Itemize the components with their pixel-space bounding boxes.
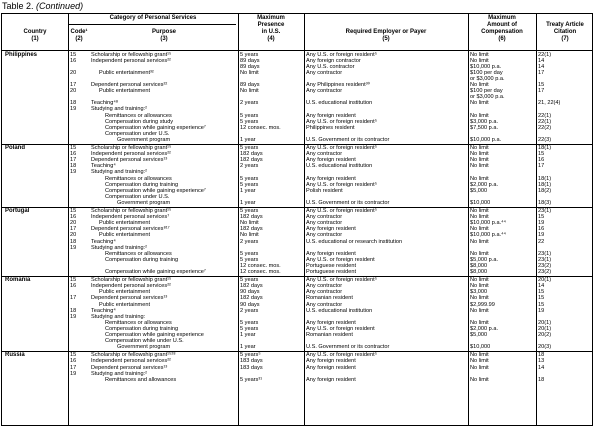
row-citation: 18 (538, 376, 545, 383)
row-presence: No limit (240, 220, 259, 227)
row-citation: 16 (538, 226, 545, 233)
row-presence: 12 consec. mos. (240, 124, 281, 131)
row-presence: No limit (240, 88, 259, 95)
row-purpose: Dependent personal services¹³ (91, 364, 168, 371)
row-amount: No limit (470, 151, 489, 158)
row-presence: 182 days (240, 214, 263, 221)
row-presence: 2 years (240, 100, 259, 107)
row-purpose: Independent personal services²² (91, 358, 171, 365)
row-purpose: Compensation during training (105, 181, 179, 188)
row-presence: 89 days (240, 64, 260, 71)
row-amount: No limit (470, 163, 489, 170)
row-citation: 20(1) (538, 277, 552, 284)
row-presence: 89 days (240, 58, 260, 65)
row-code: 18 (70, 163, 77, 170)
row-amount: or $3,000 p.a. (470, 76, 505, 83)
row-presence: 1 year (240, 187, 256, 194)
row-presence: 5 years (240, 112, 259, 119)
row-citation: 22 (538, 238, 545, 245)
header-category: Category of Personal Services (109, 15, 197, 21)
row-purpose: Public entertainment (99, 301, 150, 308)
row-employer: U.S. educational institution (306, 163, 373, 170)
row-employer: Any U.S. or foreign resident⁵ (306, 181, 378, 188)
row-purpose: Scholarship or fellowship grant¹⁵ (91, 208, 172, 215)
row-amount: No limit (470, 157, 489, 164)
row-presence: 1 year (240, 136, 256, 143)
row-purpose: Public entertainment (99, 232, 150, 239)
row-presence: 2 years (240, 163, 259, 170)
country-name: Philippines (5, 52, 38, 58)
row-citation: 22(1) (538, 118, 552, 125)
row-amount: No limit (470, 238, 489, 245)
row-code: 16 (70, 151, 77, 158)
row-purpose: Compensation during study (105, 118, 174, 125)
row-employer: U.S. Government or its contractor (306, 343, 390, 350)
row-presence: 5 years (240, 175, 259, 182)
row-code: 20 (70, 232, 77, 239)
row-amount: No limit (470, 283, 489, 290)
row-amount: No limit (470, 319, 489, 326)
row-presence: 182 days (240, 157, 263, 164)
row-citation: 15 (538, 82, 545, 89)
row-code: 19 (70, 169, 77, 176)
row-citation: 22(1) (538, 52, 552, 58)
row-amount: No limit (470, 145, 489, 152)
row-presence: 5 years (240, 181, 259, 188)
row-employer: Any foreign resident (306, 376, 356, 383)
row-purpose: Remittances or allowances (105, 175, 172, 182)
row-amount: No limit (470, 82, 489, 89)
row-presence: 2 years (240, 307, 259, 314)
row-amount: $8,000 (470, 262, 488, 269)
row-citation: 14 (538, 64, 545, 71)
row-amount: No limit (470, 214, 489, 221)
row-citation: 17 (538, 163, 545, 170)
row-employer: Any contractor (306, 232, 343, 239)
row-presence: 5 years (240, 145, 259, 152)
row-amount: No limit (470, 226, 489, 233)
row-employer: Polish resident (306, 187, 343, 194)
row-presence: 1 year (240, 331, 256, 338)
row-citation: 18(3) (538, 199, 552, 206)
row-employer: Any contractor (306, 70, 343, 77)
row-employer: U.S. Government or its contractor (306, 136, 390, 143)
row-code: 20 (70, 220, 77, 227)
row-code: 15 (70, 145, 77, 152)
row-purpose: Independent personal services⁷ (91, 214, 170, 221)
row-code: 17 (70, 295, 77, 302)
row-amount: $10,000 p.a.⁴⁴ (470, 232, 506, 239)
row-amount: $10,000 p.a. (470, 136, 502, 143)
row-amount: No limit (470, 58, 489, 65)
row-citation: 23(2) (538, 268, 552, 275)
row-employer: Portuguese resident (306, 262, 357, 269)
row-code: 19 (70, 106, 77, 113)
row-employer: Any foreign resident (306, 358, 356, 365)
country-name: Russia (5, 352, 25, 359)
row-presence: 12 consec. mos. (240, 262, 281, 269)
header-treaty: Treaty Article Citation (7) (546, 22, 584, 42)
row-citation: 19 (538, 220, 545, 227)
caption-title: Table 2. (2, 1, 34, 11)
row-presence: 5 years (240, 52, 259, 58)
row-presence: 90 days (240, 289, 260, 296)
row-code: 18 (70, 100, 77, 107)
row-employer: Any U.S. or foreign resident (306, 256, 375, 263)
row-code: 20 (70, 70, 77, 77)
row-purpose: Independent personal services²² (91, 58, 171, 65)
country-name: Portugal (5, 208, 30, 215)
row-amount: No limit (470, 175, 489, 182)
row-purpose: Remittances or allowances (105, 250, 172, 257)
row-amount: No limit (470, 100, 489, 107)
row-amount: No limit (470, 295, 489, 302)
row-employer: Any foreign resident (306, 157, 356, 164)
row-purpose: Remittances or allowances (105, 112, 172, 119)
row-citation: 14 (538, 283, 545, 290)
row-employer: Philippines resident (306, 124, 355, 131)
row-purpose: Studying and training: (91, 313, 146, 320)
row-purpose: Teaching⁴ (91, 307, 116, 314)
row-citation: 17 (538, 88, 545, 95)
row-employer: U.S. Government or its contractor (306, 199, 390, 206)
row-purpose: Public entertainment (99, 289, 150, 296)
row-employer: Any foreign resident (306, 175, 356, 182)
row-amount: No limit (470, 277, 489, 284)
row-employer: Any contractor (306, 214, 343, 221)
row-citation: 15 (538, 295, 545, 302)
row-purpose: Independent personal services²² (91, 151, 171, 158)
row-presence: 5 years⁵ (240, 352, 261, 359)
row-purpose: Scholarship or fellowship grant¹⁵²⁸ (91, 352, 176, 359)
row-citation: 23(1) (538, 256, 552, 263)
row-code: 17 (70, 364, 77, 371)
country-name: Romania (5, 277, 31, 284)
header-amount: Maximum Amount of Compensation (6) (481, 15, 523, 42)
row-presence: 89 days (240, 82, 260, 89)
row-purpose: Compensation while gaining experience⁷ (105, 187, 206, 194)
row-employer: Any U.S. or foreign resident (306, 325, 375, 332)
row-amount: or $3,000 p.a. (470, 94, 505, 101)
row-citation: 23(2) (538, 262, 552, 269)
row-purpose: Dependent personal services¹³ (91, 295, 168, 302)
row-purpose: Scholarship or fellowship grant¹⁵ (91, 145, 172, 152)
row-presence: 5 years (240, 277, 259, 284)
row-amount: $100 per day (470, 70, 503, 77)
row-presence: 5 years (240, 256, 259, 263)
row-amount: No limit (470, 352, 489, 359)
row-amount: No limit (470, 376, 489, 383)
row-employer: Any Philippines resident³⁰ (306, 82, 370, 89)
row-citation: 18(1) (538, 181, 552, 188)
treaty-table (1, 13, 593, 426)
row-amount: No limit (470, 112, 489, 119)
row-citation: 22(3) (538, 136, 552, 143)
row-purpose: Compensation during training (105, 256, 179, 263)
row-employer: Any contractor (306, 283, 343, 290)
row-presence: 5 years (240, 325, 259, 332)
row-presence: 182 days (240, 226, 263, 233)
row-citation: 15 (538, 151, 545, 158)
row-presence: 12 consec. mos. (240, 268, 281, 275)
row-purpose: Teaching⁴⁸ (91, 100, 119, 107)
row-employer: Any contractor (306, 289, 343, 296)
row-purpose: Compensation while gaining experience⁷ (105, 124, 206, 131)
row-amount: $8,000 (470, 268, 488, 275)
row-amount: $10,000 (470, 343, 491, 350)
row-amount: $10,000 (470, 199, 491, 206)
row-purpose: Public entertainment³² (99, 70, 154, 77)
row-code: 15 (70, 52, 77, 58)
row-presence: 183 days (240, 364, 263, 371)
row-amount: $5,000 p.a. (470, 256, 498, 263)
row-citation: 23(1) (538, 250, 552, 257)
row-employer: Any foreign contractor (306, 58, 361, 65)
row-employer: Romanian resident (306, 331, 353, 338)
row-employer: Any U.S. contractor (306, 64, 355, 71)
row-code: 15 (70, 352, 77, 359)
row-amount: No limit (470, 52, 489, 58)
row-citation: 14 (538, 364, 545, 371)
row-purpose: Dependent personal services⁸¹⁷ (91, 226, 170, 233)
row-purpose: Public entertainment (99, 220, 150, 227)
row-code: 17 (70, 157, 77, 164)
row-purpose: Studying and training:² (91, 106, 147, 113)
row-amount: $10,000 p.a. (470, 64, 502, 71)
row-code: 19 (70, 313, 77, 320)
table-caption (2, 1, 83, 11)
row-citation: 18 (538, 352, 545, 359)
row-employer: Any U.S. or foreign resident⁵ (306, 145, 378, 152)
row-purpose: Studying and training:² (91, 370, 147, 377)
row-presence: 5 years (240, 118, 259, 125)
row-amount: No limit (470, 250, 489, 257)
row-presence: 183 days (240, 358, 263, 365)
row-citation: 16 (538, 157, 545, 164)
row-code: 20 (70, 88, 77, 95)
header-employer: Required Employer or Payer (5) (345, 29, 427, 42)
row-citation: 15 (538, 301, 545, 308)
row-purpose: Government program (117, 343, 171, 350)
row-employer: Any foreign resident (306, 226, 356, 233)
row-purpose: Government program (117, 199, 171, 206)
row-employer: Any contractor (306, 88, 343, 95)
row-citation: 20(1) (538, 319, 552, 326)
row-employer: Any contractor (306, 301, 343, 308)
row-code: 16 (70, 58, 77, 65)
row-presence: No limit (240, 232, 259, 239)
row-citation: 19 (538, 307, 545, 314)
row-code: 17 (70, 226, 77, 233)
row-amount: $2,000 p.a. (470, 181, 498, 188)
row-citation: 18(2) (538, 187, 552, 194)
row-citation: 21, 22(4) (538, 100, 561, 107)
row-employer: Any foreign resident (306, 112, 356, 119)
row-employer: Any U.S. or foreign resident⁵ (306, 277, 378, 284)
row-purpose: Government program (117, 136, 171, 143)
row-purpose: Dependent personal services¹³ (91, 157, 168, 164)
row-purpose: Dependent personal services²² (91, 82, 168, 89)
row-purpose: Studying and training:² (91, 244, 147, 251)
header-presence: Maximum Presence in U.S. (4) (257, 15, 285, 42)
country-name: Poland (5, 145, 26, 152)
row-code: 18 (70, 238, 77, 245)
row-purpose: Compensation while gaining experience⁷ (105, 268, 206, 275)
row-citation: 20(3) (538, 343, 552, 350)
row-purpose: Independent personal services²² (91, 283, 171, 290)
row-code: 19 (70, 244, 77, 251)
row-presence: 1 year (240, 199, 256, 206)
row-presence: 182 days (240, 283, 263, 290)
row-code: 18 (70, 307, 77, 314)
row-purpose: Compensation during training (105, 325, 179, 332)
row-purpose: Compensation while gaining experience (105, 331, 204, 338)
row-purpose: Compensation under U.S. (105, 193, 170, 200)
row-purpose: Compensation while under U.S. (105, 337, 184, 344)
row-employer: Portuguese resident (306, 268, 357, 275)
row-employer: Any U.S. or foreign resident⁵ (306, 52, 378, 58)
row-amount: $2,999.99 (470, 301, 495, 308)
row-amount: $10,000 p.a.⁴⁴ (470, 220, 506, 227)
header-country: Country (1) (23, 29, 47, 42)
row-employer: Any foreign resident (306, 364, 356, 371)
row-purpose: Public entertainment (99, 88, 150, 95)
row-employer: Any U.S. or foreign resident⁵ (306, 352, 378, 359)
row-amount: No limit (470, 208, 489, 215)
row-amount: No limit (470, 358, 489, 365)
row-purpose: Remittances or allowances (105, 319, 172, 326)
row-presence: 1 year (240, 343, 256, 350)
row-presence: 5 years³¹ (240, 376, 263, 383)
row-citation: 20(2) (538, 331, 552, 338)
row-purpose: Remittances and allowances (105, 376, 177, 383)
header-purpose: Purpose (3) (151, 29, 176, 42)
row-presence: 5 years (240, 319, 259, 326)
row-purpose: Scholarship or fellowship grant¹⁵ (91, 52, 172, 58)
row-citation: 17 (538, 70, 545, 77)
row-employer: Any contractor (306, 151, 343, 158)
row-employer: U.S. educational or research institution (306, 238, 403, 245)
row-employer: Any U.S. or foreign resident⁵ (306, 208, 378, 215)
row-employer: Any contractor (306, 220, 343, 227)
row-amount: $5,000 (470, 187, 488, 194)
row-employer: U.S. educational institution (306, 307, 373, 314)
row-presence: 5 years (240, 250, 259, 257)
row-code: 15 (70, 208, 77, 215)
row-citation: 22(1) (538, 112, 552, 119)
row-purpose: Compensation under U.S. (105, 130, 170, 137)
row-code: 16 (70, 214, 77, 221)
row-employer: Romanian resident (306, 295, 353, 302)
row-amount: $2,000 p.a. (470, 325, 498, 332)
row-citation: 20(1) (538, 325, 552, 332)
row-amount: $100 per day (470, 88, 503, 95)
caption-continued: (Continued) (36, 1, 84, 11)
row-code: 17 (70, 82, 77, 89)
row-code: 15 (70, 277, 77, 284)
row-citation: 13 (538, 358, 545, 365)
row-citation: 22(2) (538, 124, 552, 131)
row-purpose: Teaching⁴ (91, 163, 116, 170)
row-presence: 182 days (240, 151, 263, 158)
row-code: 16 (70, 283, 77, 290)
row-purpose: Studying and training:² (91, 169, 147, 176)
row-presence: 2 years (240, 238, 259, 245)
row-purpose: Teaching⁴ (91, 238, 116, 245)
row-presence: No limit (240, 70, 259, 77)
row-presence: 5 years (240, 208, 259, 215)
row-citation: 18(1) (538, 175, 552, 182)
row-amount: $5,000 (470, 331, 488, 338)
row-presence: 182 days (240, 295, 263, 302)
row-employer: U.S. educational institution (306, 100, 373, 107)
row-amount: No limit (470, 307, 489, 314)
row-employer: Any foreign resident (306, 250, 356, 257)
row-citation: 15 (538, 289, 545, 296)
row-amount: $3,000 p.a. (470, 118, 498, 125)
row-citation: 23(1) (538, 208, 552, 215)
header-code: Code¹ (2) (70, 29, 88, 42)
row-employer: Any U.S. or foreign resident⁵ (306, 118, 378, 125)
row-employer: Any foreign resident (306, 319, 356, 326)
row-presence: 90 days (240, 301, 260, 308)
row-purpose: Scholarship or fellowship grant¹⁵ (91, 277, 172, 284)
row-code: 19 (70, 370, 77, 377)
row-citation: 15 (538, 214, 545, 221)
row-amount: $3,000 (470, 289, 488, 296)
row-code: 16 (70, 358, 77, 365)
row-citation: 14 (538, 58, 545, 65)
row-citation: 19 (538, 232, 545, 239)
row-amount: $7,500 p.a. (470, 124, 498, 131)
row-citation: 18(1) (538, 145, 552, 152)
row-amount: No limit (470, 364, 489, 371)
